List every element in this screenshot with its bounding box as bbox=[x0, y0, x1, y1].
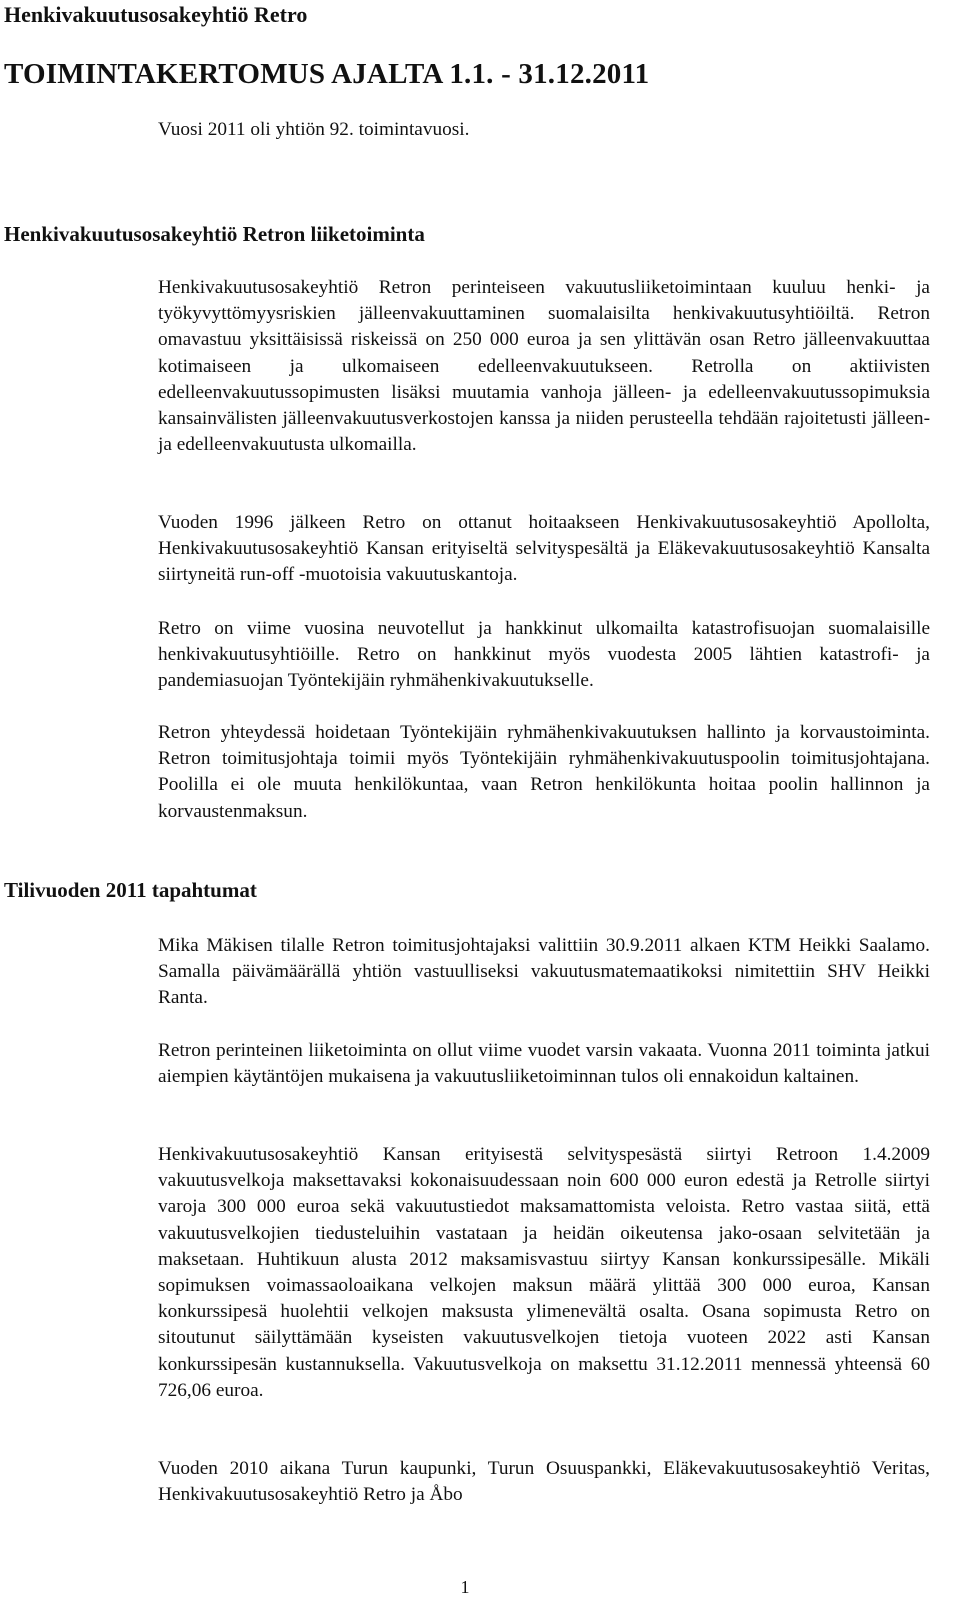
section-heading-tapahtumat: Tilivuoden 2011 tapahtumat bbox=[4, 878, 257, 902]
paragraph: Henkivakuutusosakeyhtiö Retron perinteiseen vakuutusliiketoimintaan kuuluu henki- ja työkyvyttömyysriskien jälleenvakuuttaminen suomalaisilta henkivakuutusyhtiöiltä. Retron omavastuu yksittäisissä riskeissä on 250 000 euroa ja sen ylittävän osan Retro jälleenvakuuttaa kotimaiseen ja ulkomaiseen edelleenvakuutukseen. Retrolla on aktiivisten edelleenvakuutussopimusten lisäksi muutamia vanhoja jälleen- ja edelleenvakuutussopimuksia kansainvälisten jälleenvakuutusverkostojen kanssa ja niiden perusteella tehdään rajoitetusti jälleen- ja edelleenvakuutusta ulkomailla. bbox=[158, 277, 930, 456]
paragraph: Retron perinteinen liiketoiminta on ollut viime vuodet varsin vakaata. Vuonna 2011 toiminta jatkui aiempien käytäntöjen mukaisena ja vakuutusliiketoiminnan tulos oli ennakoidun kaltainen. bbox=[158, 1040, 930, 1088]
paragraph: Retron yhteydessä hoidetaan Työntekijäin ryhmähenkivakuutuksen hallinto ja korvaustoiminta. Retron toimitusjohtaja toimii myös Työntekijäin ryhmähenkivakuutuspoolin toimitusjohtajana. Poolilla ei ole muuta henkilökuntaa, vaan Retron henkilökunta hoitaa poolin hallinnon ja korvaustenmaksun. bbox=[158, 722, 930, 822]
paragraph: Vuoden 2010 aikana Turun kaupunki, Turun Osuuspankki, Eläkevakuutusosakeyhtiö Veritas, Henkivakuutusosakeyhtiö Retro ja Åbo bbox=[158, 1458, 930, 1506]
paragraph: Henkivakuutusosakeyhtiö Kansan erityisestä selvityspesästä siirtyi Retroon 1.4.2009 vakuutusvelkoja maksettavaksi kokonaisuudessaan noin 600 000 euron edestä ja Retrolle siirtyi varoja 300 000 euroa sekä vakuutustiedot maksamattomista veloista. Retro vastaa siitä, että vakuutusvelkojien tiedusteluihin vastataan ja heidän oikeutensa jako-osaan selvitetään ja maksetaan. Huhtikuun alusta 2012 maksamisvastuu siirtyy Kansan konkurssipesälle. Mikäli sopimuksen voimassaoloaikana velkojen maksun määrä ylittää 300 000 euroa, Kansan konkurssipesä huolehtii velkojen maksusta ylimenevältä osalta. Osana sopimusta Retro on sitoutunut säilyttämään kyseisten vakuutusvelkojen tietoja vuoteen 2022 asti Kansan konkurssipesän kustannuksella. Vakuutusvelkoja on maksettu 31.12.2011 mennessä yhteensä 60 726,06 euroa. bbox=[158, 1144, 930, 1401]
paragraph: Mika Mäkisen tilalle Retron toimitusjohtajaksi valittiin 30.9.2011 alkaen KTM Heikki Saalamo. Samalla päivämäärällä yhtiön vastuulliseksi vakuutusmatemaatikoksi nimitettiin SHV Heikki Ranta. bbox=[158, 935, 930, 1009]
paragraph: Vuoden 1996 jälkeen Retro on ottanut hoitaakseen Henkivakuutusosakeyhtiö Apollolta, Henkivakuutusosakeyhtiö Kansan erityiseltä selvityspesältä ja Eläkevakuutusosakeyhtiö Kansalta siirtyneitä run-off -muotoisia vakuutuskantoja. bbox=[158, 512, 930, 586]
company-name: Henkivakuutusosakeyhtiö Retro bbox=[4, 2, 308, 27]
document-title: TOIMINTAKERTOMUS AJALTA 1.1. - 31.12.2011 bbox=[4, 58, 650, 90]
page-number: 1 bbox=[460, 1577, 470, 1597]
paragraph: Retro on viime vuosina neuvotellut ja hankkinut ulkomailta katastrofisuojan suomalaisille henkivakuutusyhtiöille. Retro on hankkinut myös vuodesta 2005 lähtien katastrofi- ja pandemiasuojan Työntekijäin ryhmähenkivakuutukselle. bbox=[158, 618, 930, 692]
section-heading-liiketoiminta: Henkivakuutusosakeyhtiö Retron liiketoiminta bbox=[4, 222, 425, 246]
intro-paragraph: Vuosi 2011 oli yhtiön 92. toimintavuosi. bbox=[158, 119, 470, 140]
